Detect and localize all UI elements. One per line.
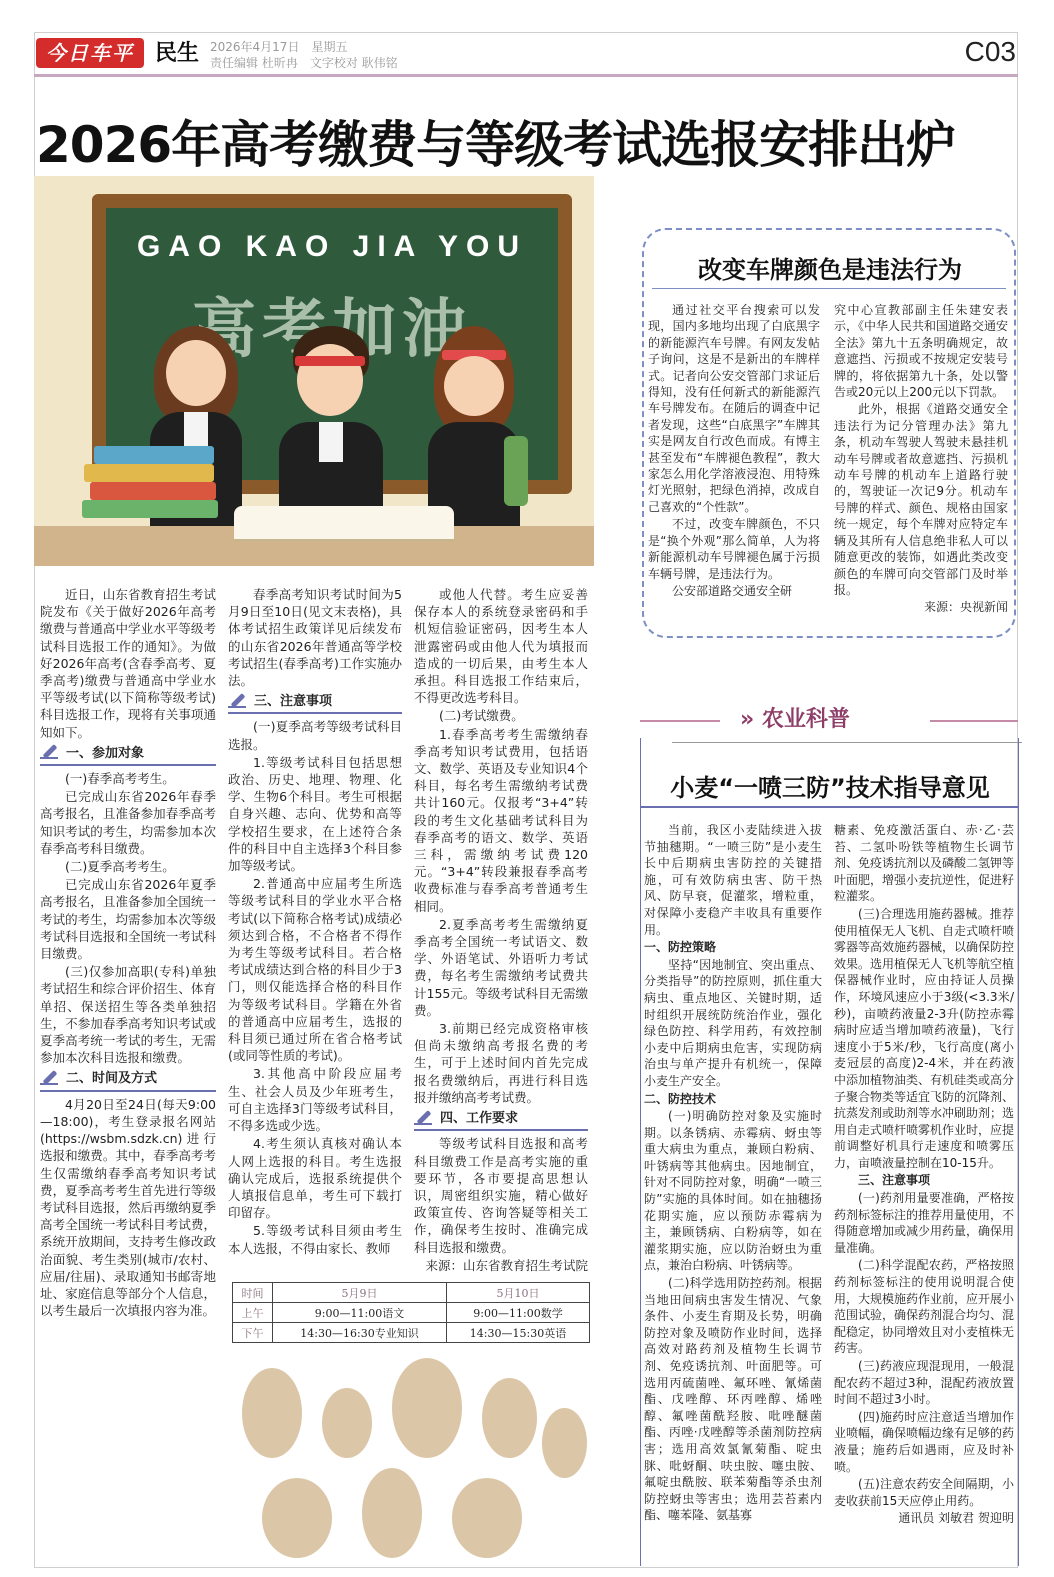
pen-icon [40,745,62,761]
paragraph: 4.考生须认真核对确认本人网上选报的科目。考生选报确认完成后，选报系统提供个人填报信息单，考生可下载打印留存。 [228,1136,402,1221]
paragraph: 究中心宣教部副主任朱建安表示，《中华人民共和国道路交通安全法》第九十五条明确规定，故意遮挡、污损或不按规定安装号牌的，将依据第九十条，处以警告或20元以上200元以下罚款。 [834,303,1009,400]
table-header-cell: 5月10日 [447,1283,590,1303]
paragraph: (三)药液应现混现用，一般混配农药不超过3种，混配药液放置时间不超过3小时。 [834,1359,1014,1407]
paragraph: 3.其他高中阶段应届考生、社会人员及少年班考生，可自主选择3门等级考试科目，不得多选或少选。 [228,1066,402,1134]
masthead-rule [34,74,1018,77]
agri-border [1018,738,1019,1566]
table-header-cell: 时间 [233,1283,273,1303]
agri-band-rule [930,720,1018,722]
plate-article-title: 改变车牌颜色是违法行为 [698,256,962,284]
subheading: 三、注意事项 [858,1173,931,1188]
agri-title-rule [640,806,1018,808]
table-cell: 9:00—11:00数学 [447,1303,590,1323]
paragraph: (二)考试缴费。 [439,708,524,724]
agri-column-left [644,822,822,1525]
pen-icon [414,1111,436,1127]
table-cell: 14:30—15:30英语 [447,1323,590,1343]
paragraph: 通过社交平台搜索可以发现，国内多地均出现了白底黑字的新能源汽车号牌。有网友发帖子询问，这是不是新出的车牌样式。记者向公安交管部门求证后得知，没有任何新式的新能源汽车号牌发布。在随后的调查中记者发现，这些“白底黑字”车牌其实是网友自行改色而成。有博主甚至发布“车牌褪色教程”，教大家怎么用化学溶液浸泡、用特殊灯光照射，把绿色消掉，改成自己喜欢的“个性款”。 [648,303,820,514]
agri-border [640,738,641,1566]
paragraph: (二)科学选用防控药剂。根据当地田间病虫害发生情况、气象条件、小麦生育期及长势，明确防控对象及喷防作业时间，选择高效对路药剂及植物生长调节剂、免疫诱抗剂、叶面肥等。可选用丙硫菌唑、氟环唑、氰烯菌酯、戊唑醇、环丙唑醇、烯唑醇、氟唑菌酰羟胺、吡唑醚菌酯、丙唑·戊唑醇等杀菌剂防控病害；选用高效氯氰菊酯、啶虫脒、吡蚜酮、呋虫胺、噻虫胺、氟啶虫酰胺、联苯菊酯等杀虫剂防控蚜虫等害虫；选用芸苔素内酯、噻苯隆、氨基寡 [644,1276,822,1523]
pen-icon [40,1071,62,1087]
paragraph: 2.夏季高考考生需缴纳夏季高考全国统一考试语文、数学、外语笔试、外语听力考试费，每名考生需缴纳考试费共计155元。等级考试科目无需缴费。 [414,916,588,1018]
paragraph: (四)施药时应注意适当增加作业喷幅，确保喷幅边缘有足够的药液量；施药后如遇雨，应及时补喷。 [834,1409,1015,1474]
section-heading: 三、注意事项 [228,693,402,714]
paragraph: (一)春季高考考生。 [65,771,175,787]
agri-column-right [834,822,1014,1528]
paragraph: (三)仅参加高职(专科)单独考试招生和综合评价招生、体育单招、保送招生等各类单独招生，不参加春季高考知识考试或夏季高考统一考试的考生，无需参加本次科目选报和缴费。 [40,964,216,1066]
agri-band-rule [640,720,720,722]
paragraph: 5.等级考试科目须由考生本人选报，不得由家长、教师 [228,1223,402,1256]
page-number: C03 [964,36,1016,67]
decorative-pattern [232,1348,594,1563]
table-row [233,1303,590,1323]
pen-icon [228,694,250,710]
subheading: 二、防控技术 [644,1091,717,1106]
main-headline: 2026年高考缴费与等级考试选报安排出炉 [36,116,956,174]
paragraph: (二)科学混配农药，严格按照药剂标签标注的使用说明混合使用，大规模施药作业前，应开展小范围试验，确保药剂混合均匀、混配稳定，协同增效且对小麦植株无药害。 [834,1258,1015,1356]
plate-column-right [834,302,1008,617]
article-column-1 [40,586,216,1320]
section-name: 民生 [155,41,200,66]
newspaper-logo: 今日车平 [36,38,144,68]
table-cell: 下午 [233,1323,273,1343]
paragraph: 坚持“因地制宜、突出重点、分类指导”的防控原则，抓住重大病虫、重点地区、关键时期，适时组织开展统防统治作业，强化绿色防控、科学用药，有效控制小麦中后期病虫危害，实现防病治虫与单产提升有机统一，保障小麦生产安全。 [644,957,822,1088]
paragraph: (一)药剂用量要准确，严格按药剂标签标注的推荐用量使用，不得随意增加或减少用药量，确保用量准确。 [834,1191,1015,1255]
plate-title-rule [652,288,1006,289]
table-row [233,1323,590,1343]
staff-credits: 责任编辑 杜昕冉 文字校对 耿伟铭 [210,56,398,70]
table-cell: 9:00—11:00语文 [273,1303,447,1323]
paragraph: (一)明确防控对象及实施时期。以条锈病、赤霉病、蚜虫等重大病虫为重点，兼顾白粉病、叶锈病等其他病虫。因地制宜，针对不同防控对象，明确“一喷三防”实施的具体时间。如在抽穗扬花期实施，应以预防赤霉病为主，兼顾锈病、白粉病等，如在灌浆期实施，应以防治蚜虫为重点，兼治白粉病、叶锈病等。 [644,1109,822,1273]
plate-column-left [648,302,820,600]
agri-top-rule [672,742,1022,743]
article-column-3 [414,586,588,1275]
article-column-2 [228,586,402,1258]
byline: 通讯员 刘敏君 贺迎明 [898,1511,1014,1526]
paragraph: 2.普通高中应届考生所选等级考试科目的学业水平合格考试(以下简称合格考试)成绩必须达到合格，不合格者不得作为考生等级考试科目。若合格考试成绩达到合格的科目少于3门，则仅能选择合格的科目作为等级考试科目。学籍在外省的普通高中应届考生，选报的科目须已通过所在省合格考试(或同等性质的考试)。 [228,876,402,1064]
paragraph: 当前，我区小麦陆续进入拔节抽穗期。“一喷三防”是小麦生长中后期病虫害防控的关键措施，可有效防病虫害、防干热风、防早衰，促灌浆，增粒重，对保障小麦稳产丰收具有重要作用。 [644,823,822,937]
table-header-row [233,1283,590,1303]
section-heading: 一、参加对象 [40,745,216,766]
paragraph: (三)合理选用施药器械。推荐使用植保无人飞机、自走式喷杆喷雾器等高效施药器械，以确保防控效果。选用植保无人飞机等航空植保器械作业时，应由持证人员操作，环境风速应小于3级(<3.3米/秒)，亩喷药液量2-3升(防控赤霉病时应适当增加喷药液量)，飞行速度小于5米/秒，飞行高度(离小麦冠层的高度)2-4米，并在药液中添加植物油类、有机硅类或高分子聚合物类等适宜飞防的沉降剂、抗蒸发剂或助剂等水冲刷助剂；选用自走式喷杆喷雾机作业时，应提前调整好机具行走速度和喷雾压力，亩喷液量控制在10-15升。 [834,906,1015,1170]
paragraph: 1.春季高考考生需缴纳春季高考知识考试费用，包括语文、数学、英语及专业知识4个科目，每名考生需缴纳考试费共计160元。仅报考“3+4”转段的考生文化基础考试科目为春季高考的语文、数学、英语三科，需缴纳考试费120元。“3+4”转段兼报春季高考收费标准与春季高考普通考生相同。 [414,726,588,914]
paragraph: 糖素、免疫激活蛋白、赤·乙·芸苔、二氢卟吩铁等植物生长调节剂、免疫诱抗剂以及磷酸二氢钾等叶面肥，增强小麦抗逆性，促进籽粒灌浆。 [834,823,1015,904]
paragraph: (五)注意农药安全间隔期，小麦收获前15天应停止用药。 [834,1477,1014,1508]
table-header-cell: 5月9日 [273,1283,447,1303]
paragraph: 等级考试科目选报和高考科目缴费工作是高考实施的重要环节，各市要提高思想认识，周密组织实施，精心做好政策宣传、咨询答疑等相关工作，确保考生按时、准确完成科目选报和缴费。 [414,1136,588,1255]
paragraph: 4月20日至24日(每天9:00—18:00)，考生登录报名网站(https://wsbm.sdzk.cn)进行选报和缴费。其中，春季高考考生仅需缴纳春季高考知识考试费，夏季高考考生首先进行等级考试科目选报，然后再缴纳夏季高考全国统一考试科目考试费，系统开放期间，支持考生修改政治面貌、考生类别(城市/农村、应届/往届)、录取通知书邮寄地址、家庭信息等部分个人信息，以考生最后一次填报内容为准。 [40,1096,216,1319]
issue-date: 2026年4月17日 星期五 [210,40,348,54]
board-pinyin: GAO KAO JIA YOU [136,230,528,263]
exam-schedule-table [232,1282,590,1343]
paragraph: (一)夏季高考等级考试科目选报。 [228,719,402,752]
article-source: 来源：山东省教育招生考试院 [425,1257,588,1273]
gaokao-illustration [34,176,594,566]
open-book [234,506,454,542]
paragraph: 春季高考知识考试时间为5月9日至10日(见文末表格)，具体考试招生政策详见后续发布的山东省2026年普通高等学校考试招生(春季高考)工作实施办法。 [228,587,402,689]
paragraph: 或他人代替。考生应妥善保存本人的系统登录密码和手机短信验证密码，因考生本人泄露密码或由他人代为填报而造成的一切后果，由考生本人承担。科目选报工作结束后，不得更改选考科目。 [414,587,588,706]
paragraph: 1.等级考试科目包括思想政治、历史、地理、物理、化学、生物6个科目。考生可根据自身兴趣、志向、优势和高等学校招生要求，在上述符合条件的科目中自主选择3个科目参加等级考试。 [228,754,402,874]
paragraph: 不过，改变车牌颜色，不只是“换个外观”那么简单，人为将新能源机动车号牌褪色属于污损车辆号牌，是违法行为。 [648,517,820,581]
double-chevron-icon: » [740,707,762,732]
paragraph: 3.前期已经完成资格审核但尚未缴纳高考报名费的考生，可于上述时间内首先完成报名费缴纳后，再进行科目选报并缴纳高考考试费。 [414,1021,588,1105]
section-heading: 四、工作要求 [414,1110,588,1131]
agri-article-title: 小麦“一喷三防”技术指导意见 [670,774,990,802]
table-cell: 14:30—16:30专业知识 [273,1323,447,1343]
paragraph: 已完成山东省2026年夏季高考报名，且准备参加全国统一考试的考生，均需参加本次等级考试科目选报和全国统一考试科目缴费。 [40,877,216,962]
paragraph: 公安部道路交通安全研 [672,583,793,598]
subheading: 一、防控策略 [644,940,717,955]
intro-paragraph: 近日，山东省教育招生考试院发布《关于做好2026年高考缴费与普通高中学业水平等级考试科目选报工作的通知》。为做好2026年高考(含春季高考、夏季高考)缴费与普通高中学业水平等级考试(以下简称等级考试)科目选报工作，现将有关事项通知如下。 [40,587,216,740]
article-source: 来源：央视新闻 [923,600,1008,615]
table-cell: 上午 [233,1303,273,1323]
paragraph: 已完成山东省2026年春季高考报名，且准备参加春季高考知识考试的考生，均需参加本次春季高考科目缴费。 [40,789,216,856]
section-heading: 二、时间及方式 [40,1070,216,1091]
paragraph: (二)夏季高考考生。 [65,859,175,875]
paragraph: 此外，根据《道路交通安全违法行为记分管理办法》第九条，机动车驾驶人驾驶未悬挂机动车号牌或者故意遮挡、污损机动车号牌的机动车上道路行驶的，驾驶证一次记9分。机动车号牌的样式、颜色、规格由国家统一规定，每个车牌对应特定车辆及其所有人信息绝非私人可以随意更改的装饰，如遇此类改变颜色的车牌可向交管部门及时举报。 [834,402,1008,597]
agri-section-label: » 农业科普 [740,707,850,732]
